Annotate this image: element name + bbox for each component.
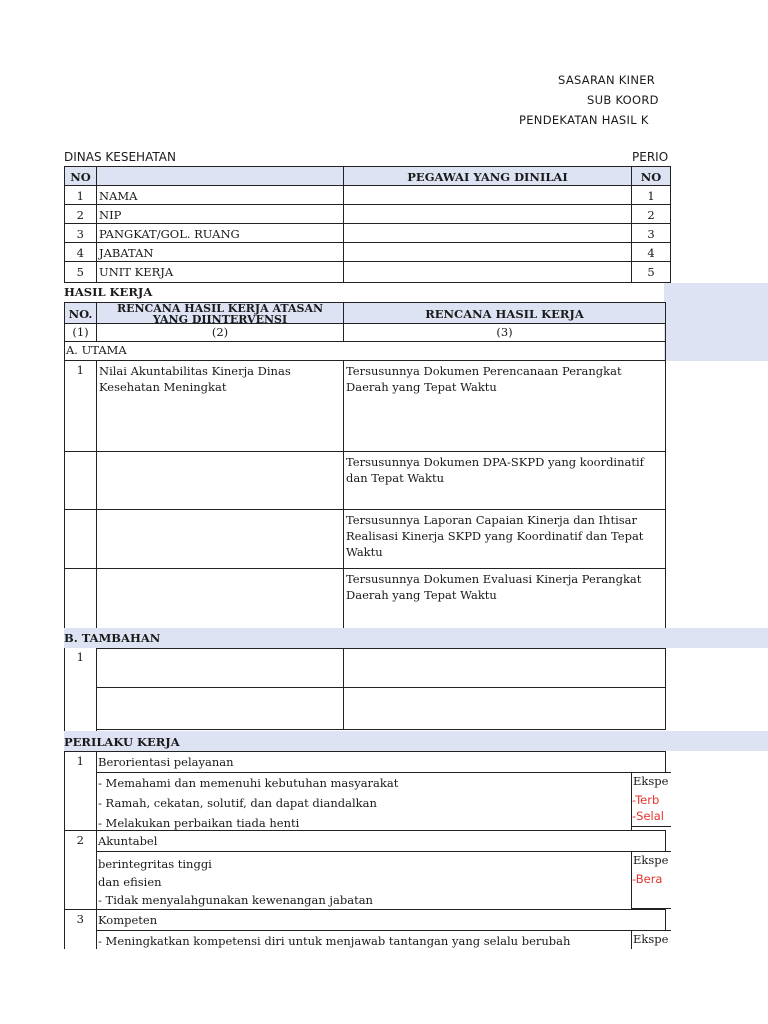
row-number: 5 (64, 261, 97, 283)
expectation-label: Ekspe (633, 774, 669, 788)
row-number-right: 2 (631, 204, 671, 224)
row-number: 1 (64, 185, 97, 205)
col-no-header: NO (64, 166, 97, 186)
expectation-label: Ekspe (633, 853, 669, 867)
row-value[interactable] (343, 261, 632, 283)
a-atasan-text: Nilai Akuntabilitas Kinerja Dinas Kesehatan Meningkat (96, 360, 344, 452)
a-rencana-1: Tersusunnya Dokumen Perencanaan Perangkat Daerah yang Tepat Waktu (343, 360, 666, 452)
b-atasan-cell[interactable] (96, 648, 344, 688)
a-row-number-empty (64, 509, 97, 569)
a-rencana-2: Tersusunnya Dokumen DPA-SKPD yang koordinatif dan Tepat Waktu (343, 451, 666, 510)
b-rencana-cell[interactable] (343, 687, 666, 730)
row-label: NAMA (96, 185, 344, 205)
doc-title-line2: SUB KOORD (587, 93, 659, 107)
row-label: JABATAN (96, 242, 344, 262)
behavior-points-box (96, 851, 632, 910)
behavior-point: - Memahami dan memenuhi kebutuhan masyarakat (98, 776, 399, 790)
expectation-red-2: -Selal (632, 809, 664, 823)
hasil-kerja-title: HASIL KERJA (64, 285, 153, 299)
b-rencana-cell[interactable] (343, 648, 666, 688)
hk-col-rencana: RENCANA HASIL KERJA (343, 302, 666, 324)
row-number-right: 5 (631, 261, 671, 283)
a-rencana-3: Tersusunnya Laporan Capaian Kinerja dan Ihtisar Realisasi Kinerja SKPD yang Koordinatif dan Tepat Waktu (343, 509, 666, 569)
a-atasan-empty[interactable] (96, 568, 344, 629)
behavior-point: - Ramah, cekatan, solutif, dan dapat diandalkan (98, 796, 377, 810)
perilaku-title: PERILAKU KERJA (64, 735, 180, 749)
row-label: NIP (96, 204, 344, 224)
row-value[interactable] (343, 204, 632, 224)
row-value[interactable] (343, 242, 632, 262)
col-no-right-header: NO (631, 166, 671, 186)
row-number: 2 (64, 204, 97, 224)
header-fill-band (664, 283, 768, 361)
behavior-name: Berorientasi pelayanan (96, 751, 666, 773)
behavior-points-box (96, 772, 632, 831)
a-row-number-empty (64, 568, 97, 629)
a-row-number: 1 (64, 360, 97, 452)
row-number: 3 (64, 223, 97, 243)
behavior-point: dan efisien (98, 875, 162, 889)
a-atasan-empty[interactable] (96, 509, 344, 569)
section-b-label: B. TAMBAHAN (64, 631, 161, 645)
row-number-right: 1 (631, 185, 671, 205)
expectation-label: Ekspe (633, 932, 669, 946)
agency-name: DINAS KESEHATAN (64, 150, 176, 164)
behavior-point: - Meningkatkan kompetensi diri untuk menjawab tantangan yang selalu berubah (98, 934, 571, 948)
behavior-number: 2 (64, 830, 97, 910)
expectation-box (631, 851, 671, 909)
behavior-point: - Tidak menyalahgunakan kewenangan jabatan (98, 893, 373, 907)
expectation-red-1: -Terb (632, 793, 660, 807)
row-number-right: 3 (631, 223, 671, 243)
doc-title-line3: PENDEKATAN HASIL K (519, 113, 649, 127)
doc-title-line1: SASARAN KINER (558, 73, 656, 87)
expectation-red-1: -Bera (632, 872, 663, 886)
period-label: PERIO (632, 150, 669, 164)
row-label: UNIT KERJA (96, 261, 344, 283)
row-number-right: 4 (631, 242, 671, 262)
behavior-points-box (96, 930, 632, 949)
b-atasan-cell[interactable] (96, 687, 344, 730)
b-row-number: 1 (64, 648, 97, 732)
row-value[interactable] (343, 223, 632, 243)
a-rencana-4: Tersusunnya Dokumen Evaluasi Kinerja Perangkat Daerah yang Tepat Waktu (343, 568, 666, 629)
col-label-header (96, 166, 344, 186)
section-b-fill (64, 628, 768, 648)
col-pegawai-header: PEGAWAI YANG DINILAI (343, 166, 632, 186)
section-a-label: A. UTAMA (64, 341, 666, 361)
behavior-name: Kompeten (96, 909, 666, 931)
a-row-number-empty (64, 451, 97, 510)
behavior-number: 3 (64, 909, 97, 949)
row-value[interactable] (343, 185, 632, 205)
behavior-point: - Melakukan perbaikan tiada henti (98, 816, 300, 830)
hk-index-3: (3) (343, 323, 666, 342)
hk-col-atasan: RENCANA HASIL KERJA ATASAN YANG DIINTERVENSI (96, 302, 344, 324)
a-atasan-empty[interactable] (96, 451, 344, 510)
behavior-number: 1 (64, 751, 97, 831)
row-label: PANGKAT/GOL. RUANG (96, 223, 344, 243)
behavior-point: berintegritas tinggi (98, 857, 212, 871)
hk-index-1: (1) (64, 323, 97, 342)
expectation-box (631, 772, 671, 827)
behavior-name: Akuntabel (96, 830, 666, 852)
hk-index-2: (2) (96, 323, 344, 342)
expectation-box (631, 930, 671, 949)
hk-col-no: NO. (64, 302, 97, 324)
row-number: 4 (64, 242, 97, 262)
